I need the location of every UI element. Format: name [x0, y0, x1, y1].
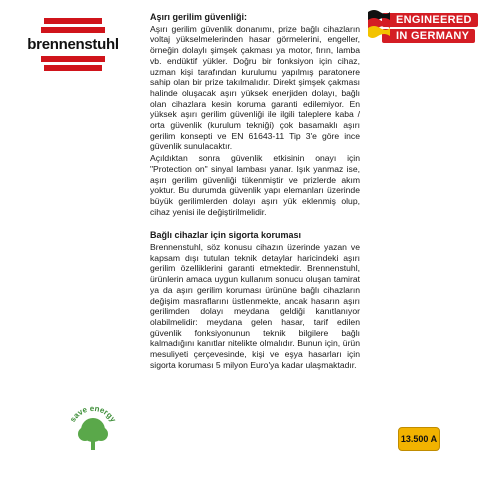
logo-bar: [44, 65, 102, 71]
logo-bar: [41, 27, 105, 33]
section-heading-insurance: Bağlı cihazlar için sigorta koruması: [150, 230, 302, 241]
save-energy-label: save energy: [68, 403, 118, 424]
save-energy-badge: [64, 392, 122, 462]
overvoltage-paragraph-2: Açıldıktan sonra güvenlik etkisinin onayı için "Protection on" sinyal lambası yanar. Işık yanmaz ise, aşırı gerilim güvenliği tükenmiştir ve prizlerde akım yoktur. Bu durumda güvenlik yapı elemanları üzerinde büyük gerilimlerden dolayı aşırı yük eklenmiş olup, cihaz yenisi ile değiştirilmelidir.: [150, 153, 360, 217]
overvoltage-paragraph-1: Aşırı gerilim güvenlik donanımı, prize bağlı cihazların voltaj yükselmelerinden hasar görmelerini, engeller, örneğin dolaylı şimşek çakması ya motor, fırın, lamba vb. endüktif yükler. Doğru bir fonksiyon için cihaz, uzman kişi tarafından kurulumu yapılmış paratonere sahip olan bir prize takılmalıdır. Direkt şimşek çakması halinde oluşacak aşırı yüksek enerjiden dolayı, bağlı olan cihazlara kesin koruma garanti edilemiyor. En yüksek aşırı gerilim güvenliği ile ilgili taleplere kaba / orta güvenlik (kurulum tekniği) çok basamaklı aşırı gerilim konsepti ve EN 61643-11 Tip 3'e göre ince güvenlik sunulacaktır.: [150, 23, 360, 152]
section-heading-overvoltage: Aşırı gerilim güvenliği:: [150, 12, 248, 22]
amp-rating-badge: 13.500 A: [398, 427, 440, 451]
brand-logo: [24, 18, 122, 71]
engineered-label: ENGINEERED: [382, 13, 478, 27]
description-text: [150, 12, 360, 372]
brand-name: brennenstuhl: [27, 36, 119, 53]
logo-bar: [44, 18, 102, 24]
tree-icon: [78, 418, 108, 450]
logo-bar: [41, 56, 105, 62]
brand-bars-bottom: [24, 56, 122, 71]
insurance-paragraph: Brennenstuhl, söz konusu cihazın üzerinde yazan ve kapsam dışı tutulan teknik detaylar haricindeki aşırı gerilim özelliklerini garanti etmektedir. Brennenstuhl, ürünlerin amaca uygun kullanım sonucu oluşan tamirat ya da aşırı gerilim koruması ürününe bağlı cihazların değişim masraflarını üstlenmekte, ancak hasarın aşırı gerilimden dolayı meydana geldiği kanıtlanıyor olabilmelidir: meydana gelen hasar, tarif edilen güvenlik fonksiyonunun teknik bilgilere bağlı kalmadığını kanıtlar nitelikte olmalıdır. Bunun için, ürün mesuliyeti çerçevesinde, kişi ve eşya hasarları için sigorta koruması 5 milyon Euro'ya kadar ulaşmaktadır.: [150, 242, 360, 370]
german-flag-icon: [366, 8, 392, 42]
in-germany-label: IN GERMANY: [382, 29, 475, 43]
brand-bars-top: [24, 18, 122, 33]
engineered-in-germany-badge: [366, 6, 490, 46]
